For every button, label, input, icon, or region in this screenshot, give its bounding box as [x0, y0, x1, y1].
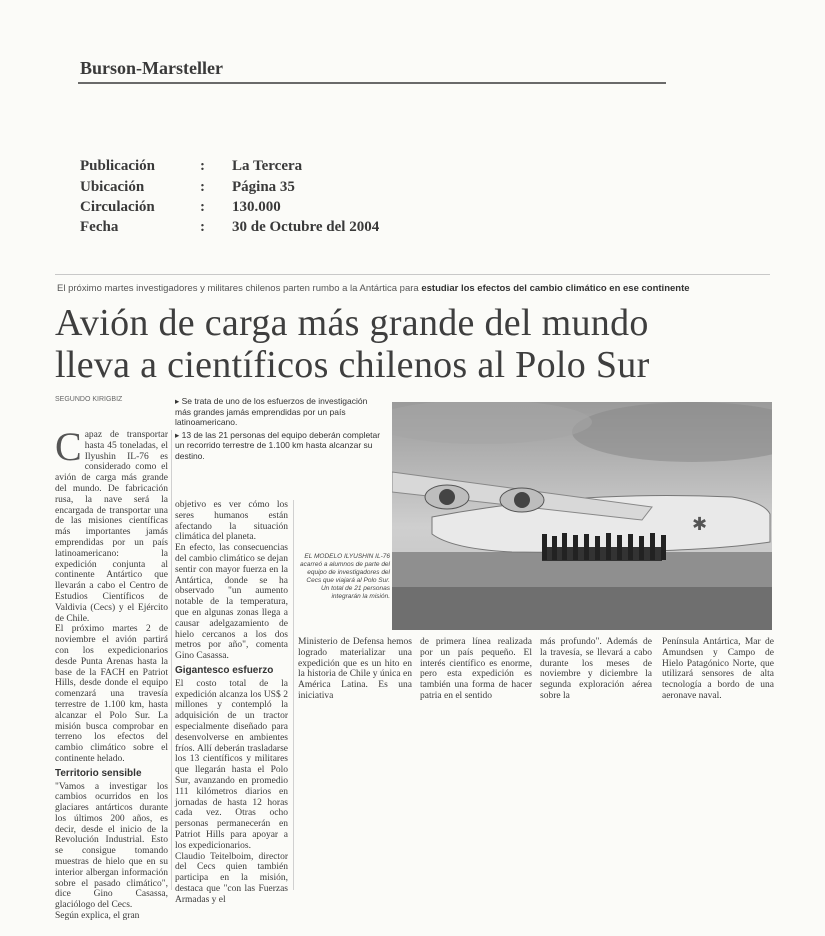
meta-value-circulacion: 130.000	[232, 199, 281, 215]
bullet-item: ▸ 13 de las 21 personas del equipo deberán completar un recorrido terrestre de 1.100 km hasta alcanzar su destino.	[175, 429, 381, 461]
article-column-5	[540, 637, 652, 702]
col3-paragraph: Ministerio de Defensa hemos logrado materializar una expedición que es un hito en la historia de Chile y única en América Latina. Es una iniciativa	[298, 637, 412, 701]
kicker-text: El próximo martes investigadores y militares chilenos parten rumbo a la Antártica para	[57, 283, 422, 294]
meta-value-publicacion: La Tercera	[232, 158, 303, 174]
col5-paragraph: más profundo". Además de la travesía, se llevará a cabo durante los meses de noviembre y diciembre la segunda exploración aérea sobre la	[540, 637, 652, 701]
col1-paragraph-3: "Vamos a investigar los cambios ocurridos en los glaciares antárticos durante los últimos 200 años, es decir, desde el inicio de la Revolución Industrial. Esto se consigue tomando muestras de hielo que en su interior albergan información sobre el pasado climático", dice Gino Casassa, glaciólogo del Cecs.	[55, 781, 168, 911]
photo-caption: EL MODELO ILYUSHIN IL-76 acarreó a alumnos de parte del equipo de investigadores del Cecs que viajará al Polo Sur. Un total de 21 personas integrarán la misión.	[300, 553, 390, 600]
col6-paragraph: Península Antártica, Mar de Amundsen y Campo de Hielo Patagónico Norte, que utilizará sensores de alta tecnología a bordo de una aeronave naval.	[662, 637, 774, 701]
col2-paragraph-2: En efecto, las consecuencias del cambio climático se dejan sentir con mayor fuerza en la Antártica, donde se ha observado "un aumento notable de la temperatura, que en algunas zonas llega a causar adelgazamiento de hielo cercanos a los dos metros por año", comenta Gino Casassa.	[175, 543, 288, 662]
article-column-1	[55, 424, 168, 922]
article-column-2	[175, 500, 288, 905]
airplane-photo	[392, 402, 772, 630]
meta-label-circulacion: Circulación	[80, 199, 155, 215]
col2-paragraph-3: El costo total de la expedición alcanza los US$ 2 millones y contempló la adquisición de un tractor especialmente diseñado para desenvolverse en ambientes fríos. Allí deberán trasladarse los 13 científicos y militares que llegarán hasta el Polo Sur, avanzando en promedio 111 kilómetros diarios en jornadas de hasta 12 horas cada vez. Otras ocho personas permanecerán en Patriot Hills para apoyar a los expedicionarios.	[175, 678, 288, 851]
clipping-top-rule	[55, 274, 770, 275]
agency-rule	[78, 82, 666, 84]
meta-colon: :	[200, 219, 205, 235]
meta-label-ubicacion: Ubicación	[80, 179, 145, 195]
col1-paragraph-2: El próximo martes 2 de noviembre el avión partirá con los expedicionarios desde Punta Arenas hasta la base de la FACH en Patriot Hills, desde donde el equipo comenzará una travesía terrestre de 1.100 km, hasta alcanzar el Polo Sur. La misión busca comprobar en terreno los efectos del cambio climático sobre el continente helado.	[55, 624, 168, 764]
col4-paragraph: de primera línea realizada por un país pequeño. El interés científico es enorme, pero esta expedición es también una forma de hacer patria en el sentido	[420, 637, 532, 701]
meta-label-fecha: Fecha	[80, 219, 119, 235]
agency-name: Burson-Marsteller	[80, 58, 223, 78]
dropcap: C	[55, 424, 82, 469]
kicker-emphasis: estudiar los efectos del cambio climático en ese continente	[421, 283, 690, 294]
col2-paragraph-4: Claudio Teitelboim, director del Cecs quien también participa en la misión, destaca que "con las Fuerzas Armadas y el	[175, 851, 288, 905]
col1-intro: apaz de transportar hasta 45 toneladas, el Ilyushin IL-76 es considerado como el avión de carga más grande del mundo. De fabricación rusa, la nave será la encargada de transportar una de las misiones científicas más importantes jamás emprendidas por un país latinoamericano: la expedición conjunta al continente Antártico que llevarán a cabo el Centro de Estudios Científicos de Valdivia (Cecs) y el Ejército de Chile.	[55, 430, 168, 624]
column-divider	[293, 500, 294, 890]
meta-colon: :	[200, 179, 205, 195]
summary-bullets	[175, 396, 385, 463]
col1-paragraph-4: Según explica, el gran	[55, 911, 140, 922]
article-kicker	[57, 283, 777, 294]
svg-text:✱: ✱	[692, 514, 708, 535]
bullet-item: ▸ Se trata de uno de los esfuerzos de investigación más grandes jamás emprendidas por un país latinoamericano.	[175, 396, 368, 427]
article-column-3	[298, 637, 412, 702]
byline: SEGUNDO KIRIGBIZ	[55, 396, 123, 403]
meta-colon: :	[200, 199, 205, 215]
article-column-6	[662, 637, 774, 702]
meta-value-fecha: 30 de Octubre del 2004	[232, 219, 380, 235]
subhead-territorio: Territorio sensible	[55, 767, 142, 779]
col2-paragraph-1: objetivo es ver cómo los seres humanos están afectando la situación climática del planeta.	[175, 500, 288, 543]
headline-line-2: lleva a científicos chilenos al Polo Sur	[55, 344, 650, 386]
meta-label-publicacion: Publicación	[80, 158, 156, 174]
meta-value-ubicacion: Página 35	[232, 179, 295, 195]
article-column-4	[420, 637, 532, 702]
subhead-gigantesco: Gigantesco esfuerzo	[175, 664, 274, 676]
meta-colon: :	[200, 158, 205, 174]
column-divider	[171, 430, 172, 890]
headline-line-1: Avión de carga más grande del mundo	[55, 302, 649, 344]
article-headline	[55, 302, 795, 386]
